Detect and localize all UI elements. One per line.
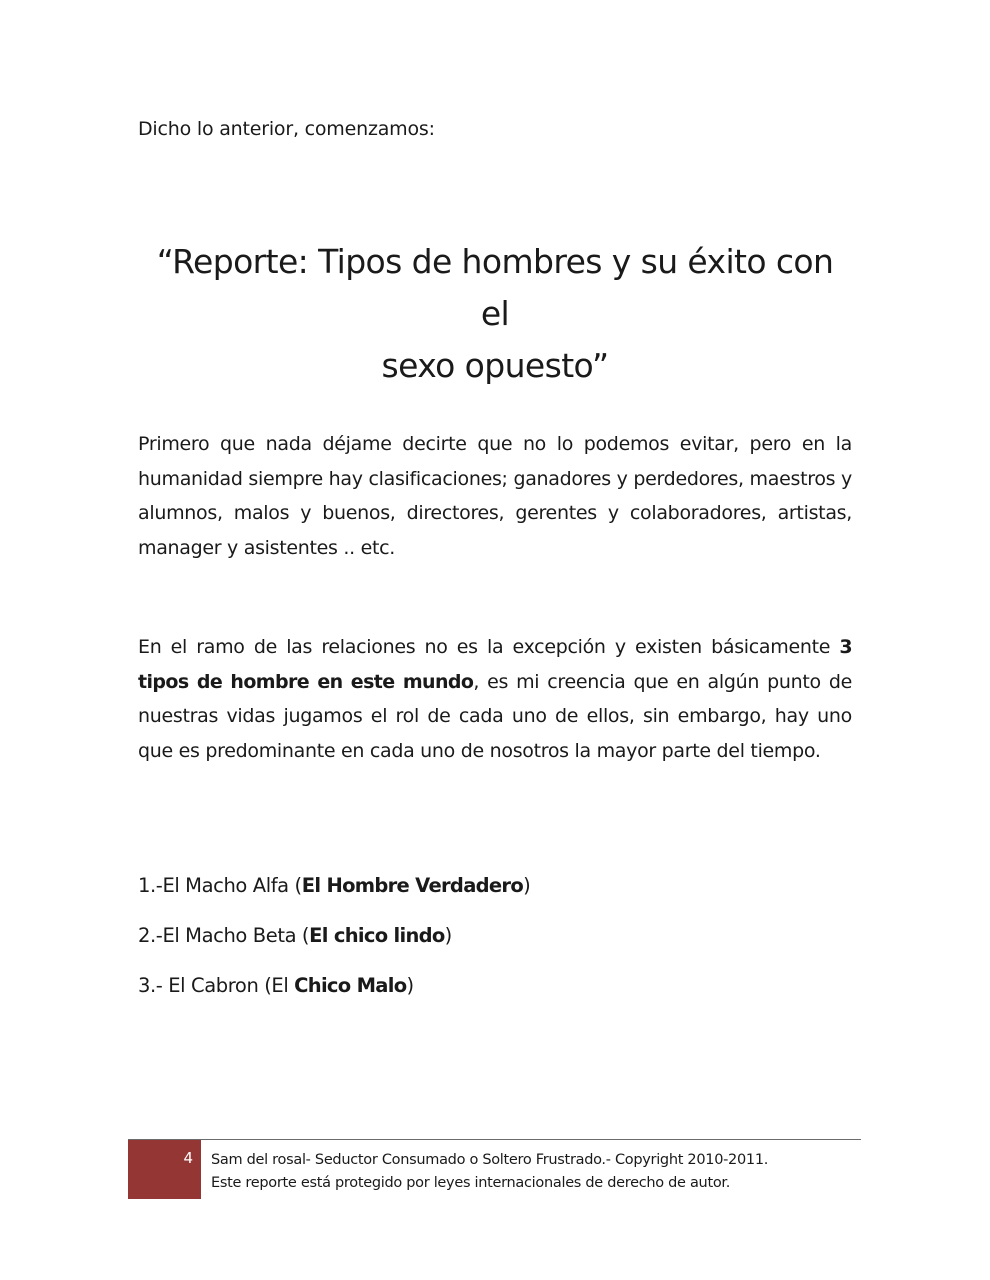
report-title	[138, 236, 852, 392]
footer-line-2: Este reporte está protegido por leyes internacionales de derecho de autor.	[211, 1175, 731, 1191]
intro-text: Dicho lo anterior, comenzamos:	[138, 118, 435, 140]
list-item: 1.-El Macho Alfa (El Hombre Verdadero)	[138, 874, 531, 897]
page-number: 4	[183, 1149, 193, 1167]
title-line-2: sexo opuesto”	[381, 346, 609, 385]
footer-copyright	[211, 1149, 768, 1195]
types-list	[138, 868, 530, 1018]
list-item: 2.-El Macho Beta (El chico lindo)	[138, 924, 452, 947]
page-number-box	[128, 1140, 201, 1199]
footer-line-1: Sam del rosal- Seductor Consumado o Soltero Frustrado.- Copyright 2010-2011.	[211, 1152, 769, 1168]
list-item-emphasis: El Hombre Verdadero	[301, 874, 524, 897]
title-line-1: “Reporte: Tipos de hombres y su éxito con el	[156, 242, 834, 333]
footer-divider	[128, 1139, 861, 1140]
paragraph-three-types	[138, 630, 852, 768]
list-item-emphasis: El chico lindo	[309, 924, 445, 947]
list-item: 3.- El Cabron (El Chico Malo)	[138, 974, 414, 997]
paragraph-emphasis: 3 tipos de hombre en este mundo	[138, 636, 852, 693]
list-item-emphasis: Chico Malo	[294, 974, 407, 997]
paragraph-text: En el ramo de las relaciones no es la excepción y existen básicamente	[138, 636, 840, 658]
paragraph-classifications: Primero que nada déjame decirte que no lo podemos evitar, pero en la humanidad siempre hay clasificaciones; ganadores y perdedores, maestros y alumnos, malos y buenos, directores, gerentes y colaboradores, artistas, manager y asistentes .. etc.	[138, 433, 852, 559]
paragraph-text: , es mi creencia que en algún punto de nuestras vidas jugamos el rol de cada uno de ellos, sin embargo, hay uno que es predominante en cada uno de nosotros la mayor parte del tiempo.	[138, 670, 852, 762]
